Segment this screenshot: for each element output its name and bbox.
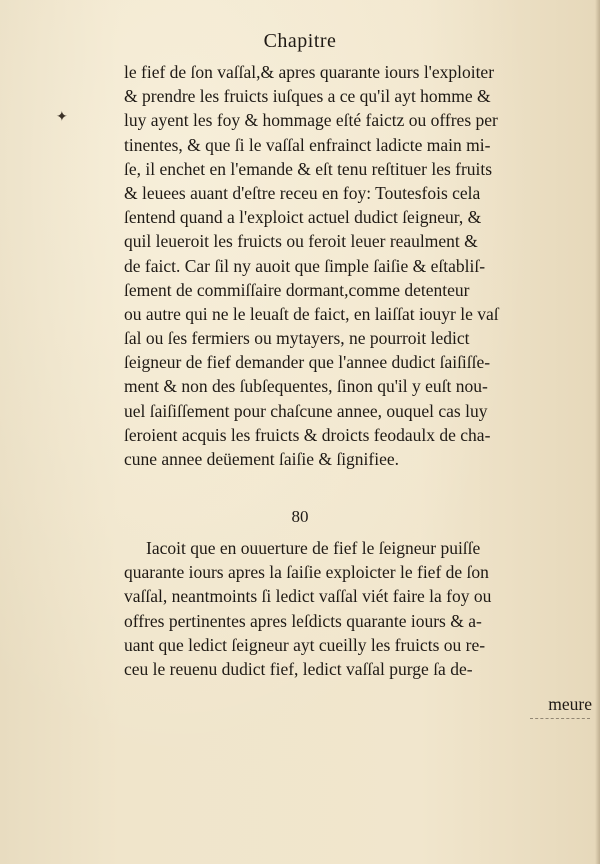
text-line: ſal ou ſes fermiers ou mytayers, ne pourroit ledict xyxy=(124,328,470,349)
text-line: tinentes, & que ſi le vaſſal enfrainct ladicte main mi- xyxy=(124,134,491,155)
text-line: vaſſal, neantmoints ſi ledict vaſſal viét faire la foy ou xyxy=(124,586,492,607)
text-line: le fief de ſon vaſſal,& apres quarante iours l'exploiter xyxy=(124,62,495,82)
text-line: luy ayent les foy & hommage eſté faictz ou offres per xyxy=(124,110,498,131)
section-number: 80 xyxy=(291,507,309,526)
catchword: meure xyxy=(548,694,592,714)
text-line: de faict. Car ſil ny auoit que ſimple ſaiſie & eſtabliſ- xyxy=(124,255,486,276)
text-line: ment & non des ſubſequentes, ſinon qu'il y euſt nou- xyxy=(124,376,488,397)
text-line: & leuees auant d'eſtre receu en foy: Toutesfois cela xyxy=(124,182,481,203)
text-line: ſement de commiſſaire dormant,comme detenteur xyxy=(124,279,470,300)
text-line: ſeroient acquis les fruicts & droicts feodaulx de cha- xyxy=(124,424,491,445)
text-line: ſentend quand a l'exploict actuel dudict ſeigneur, & xyxy=(124,207,482,228)
text-line: & prendre les fruicts iuſques a ce qu'il ayt homme & xyxy=(124,86,491,107)
text-line: ou autre qui ne le leuaſt de faict, en laiſſat iouyr le vaſ xyxy=(124,303,499,324)
paragraph-1 xyxy=(124,60,596,471)
text-line: Iacoit que en ouuerture de fief le ſeigneur puiſſe xyxy=(146,538,481,558)
text-line: uant que ledict ſeigneur ayt cueilly les fruicts ou re- xyxy=(124,634,486,655)
catchword-underline xyxy=(530,718,590,719)
text-line: ſe, il enchet en l'emande & eſt tenu reſtituer les fruits xyxy=(124,158,493,179)
text-line: ſeigneur de fief demander que l'annee dudict ſaiſiſſe- xyxy=(124,352,491,373)
running-header: Chapitre xyxy=(263,30,337,52)
ink-blot-mark: ✦ xyxy=(56,110,68,125)
paragraph-2 xyxy=(124,536,596,681)
text-line: cune annee deüement ſaiſie & ſignifiee. xyxy=(124,449,400,469)
text-line: uel ſaiſiſſement pour chaſcune annee, ouquel cas luy xyxy=(124,400,488,421)
text-line: offres pertinentes apres leſdicts quarante iours & a- xyxy=(124,610,482,631)
text-line: ceu le reuenu dudict fief, ledict vaſſal purge ſa de- xyxy=(124,658,473,679)
text-line: quarante iours apres la ſaiſie exploicter le fief de ſon xyxy=(124,562,489,583)
text-line: quil leueroit les fruicts ou feroit leuer reaulment & xyxy=(124,231,478,252)
